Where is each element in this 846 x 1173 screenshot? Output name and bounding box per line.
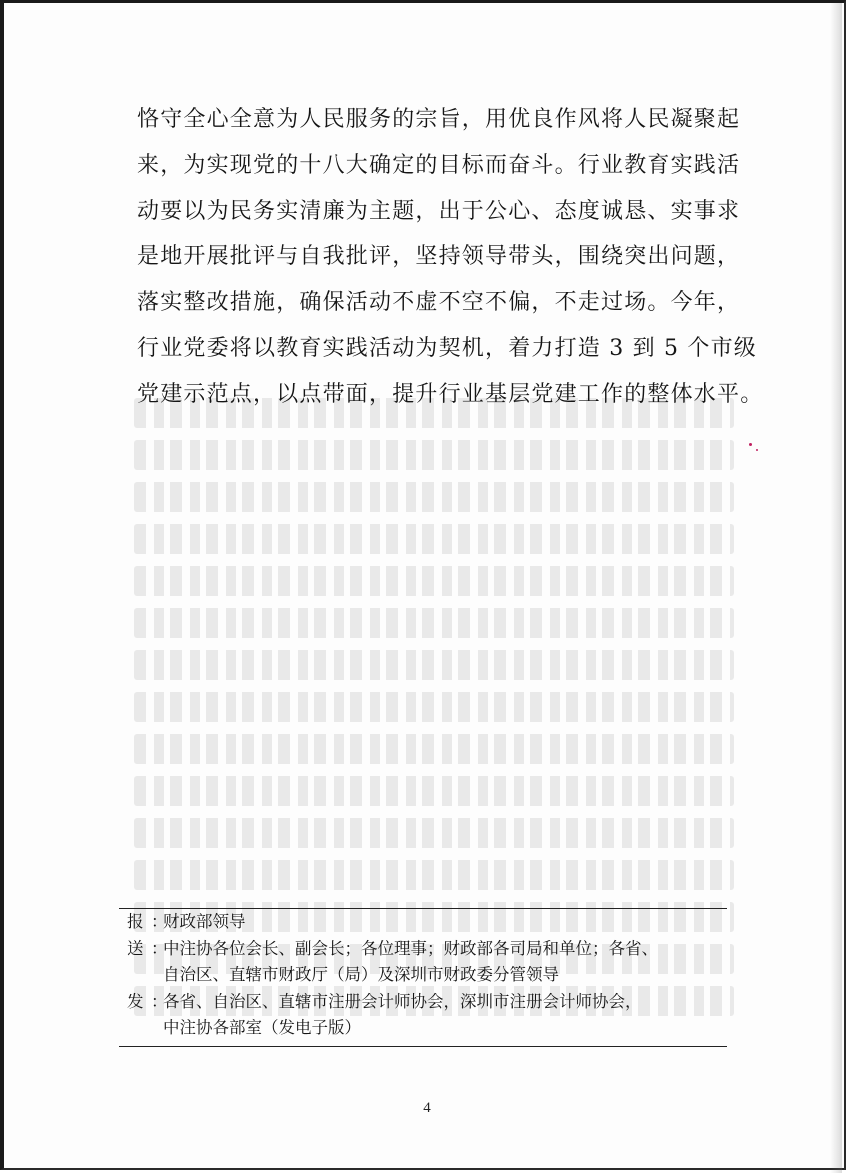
recipient-line: 中注协各位会长、副会长；各位理事；财政部各司局和单位；各省、 xyxy=(163,938,658,958)
recipient-line: 财政部领导 xyxy=(163,912,246,931)
entry-recipients xyxy=(163,989,642,1042)
recipient-line: 各省、自治区、直辖市注册会计师协会，深圳市注册会计师协会， xyxy=(163,991,642,1011)
body-line: 落实整改措施，确保活动不虚不空不偏，不走过场。今年， xyxy=(137,290,741,316)
body-line: 动要以为民务实清廉为主题，出于公心、态度诚恳、实事求 xyxy=(137,198,741,224)
body-paragraph xyxy=(137,97,764,418)
entry-label: 报 xyxy=(127,912,144,931)
entry-label: 发 xyxy=(127,991,144,1011)
distribution-entry-issue xyxy=(119,989,727,1042)
recipient-line: 中注协各部室（发电子版） xyxy=(163,1018,361,1037)
distribution-list xyxy=(119,908,727,1047)
entry-recipients xyxy=(163,936,658,989)
entry-label: 送 xyxy=(127,938,144,958)
entry-colon: ： xyxy=(151,912,168,931)
body-line: 是地开展批评与自我批评，坚持领导带头，围绕突出问题， xyxy=(137,244,741,270)
page-number: 4 xyxy=(423,1100,431,1116)
entry-recipients xyxy=(163,909,246,936)
entry-colon: ： xyxy=(151,991,168,1011)
distribution-entry-send xyxy=(119,936,727,989)
distribution-entry-report xyxy=(119,909,727,936)
body-line: 恪守全心全意为人民服务的宗旨，用优良作风将人民凝聚起 xyxy=(137,107,741,132)
body-line: 来，为实现党的十八大确定的目标而奋斗。行业教育实践活 xyxy=(137,152,741,178)
body-line: 行业党委将以教育实践活动为契机，着力打造 3 到 5 个市级 xyxy=(137,335,757,361)
body-line: 党建示范点，以点带面，提升行业基层党建工作的整体水平。 xyxy=(137,381,764,407)
recipient-line: 自治区、直辖市财政厅（局）及深圳市财政委分管领导 xyxy=(163,965,559,984)
entry-colon: ： xyxy=(151,938,168,958)
bottom-divider xyxy=(119,1046,727,1047)
ink-speck xyxy=(756,449,758,451)
ink-speck xyxy=(749,443,752,446)
page-edge-shadow xyxy=(830,3,842,1173)
